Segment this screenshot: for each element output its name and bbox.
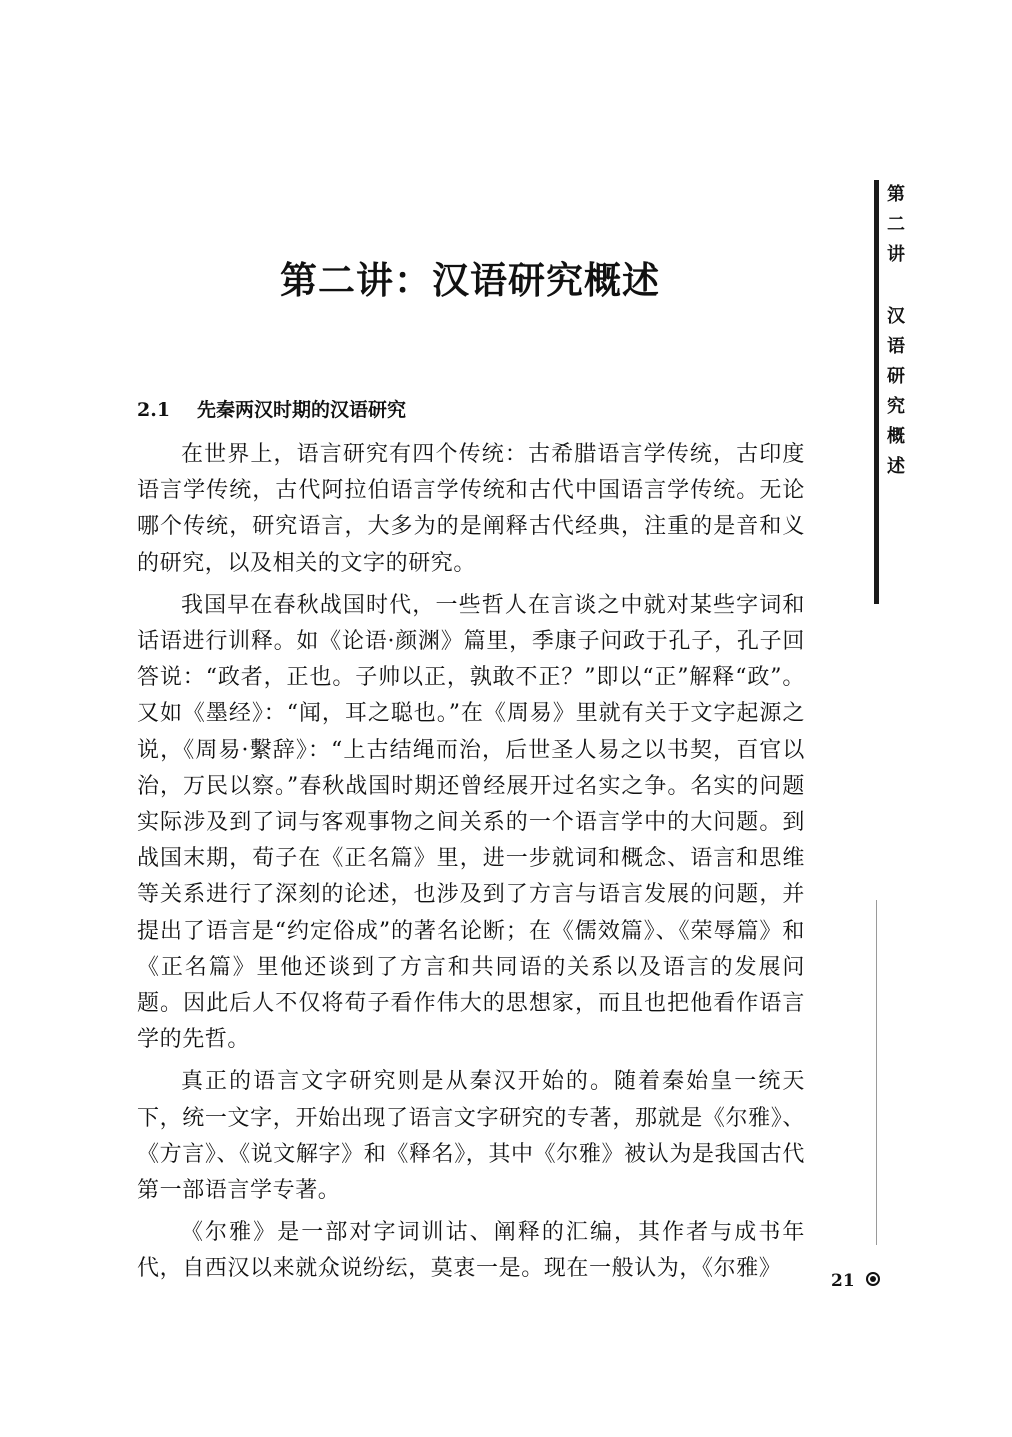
running-head — [885, 180, 907, 482]
page-number: 21 — [831, 1271, 855, 1291]
running-head-char: 第 — [887, 184, 905, 205]
running-head-gap — [885, 270, 907, 302]
section-number: 2.1 — [137, 399, 171, 421]
body-text — [137, 437, 805, 1294]
running-head-char: 概 — [887, 426, 905, 447]
running-head-char: 讲 — [887, 244, 905, 265]
running-head-char: 语 — [887, 336, 905, 357]
paragraph: 我国早在春秋战国时代，一些哲人在言谈之中就对某些字词和话语进行训释。如《论语·颜渊》篇里，季康子问政于孔子，孔子回答说：“政者，正也。子帅以正，孰敢不正？”即以“正”解释“政”。又如《墨经》：“闻，耳之聪也。”在《周易》里就有关于文字起源之说，《周易·繫辞》：“上古结绳而治，后世圣人易之以书契，百官以治，万民以察。”春秋战国时期还曾经展开过名实之争。名实的问题实际涉及到了词与客观事物之间关系的一个语言学中的大问题。到战国末期，荀子在《正名篇》里，进一步就词和概念、语言和思维等关系进行了深刻的论述，也涉及到了方言与语言发展的问题，并提出了语言是“约定俗成”的著名论断；在《儒效篇》、《荣辱篇》和《正名篇》里他还谈到了方言和共同语的关系以及语言的发展问题。因此后人不仅将荀子看作伟大的思想家，而且也把他看作语言学的先哲。 — [137, 592, 805, 1053]
running-head-char: 述 — [887, 456, 905, 477]
side-rule — [874, 180, 879, 604]
paragraph: 真正的语言文字研究则是从秦汉开始的。随着秦始皇一统天下，统一文字，开始出现了语言文字研究的专著，那就是《尔雅》、《方言》、《说文解字》和《释名》，其中《尔雅》被认为是我国古代第一部语言学专著。 — [137, 1069, 805, 1204]
side-rule-faint — [876, 900, 877, 1245]
section-heading — [137, 395, 406, 422]
section-title: 先秦两汉时期的汉语研究 — [197, 399, 407, 421]
running-head-char: 汉 — [887, 306, 905, 327]
chapter-title: 第二讲：汉语研究概述 — [280, 258, 660, 302]
paragraph: 《尔雅》是一部对字词训诂、阐释的汇编，其作者与成书年代，自西汉以来就众说纷纭，莫衷一是。现在一般认为，《尔雅》 — [137, 1220, 805, 1282]
running-head-char: 究 — [887, 396, 905, 417]
running-head-char: 研 — [887, 366, 905, 387]
paragraph: 在世界上，语言研究有四个传统：古希腊语言学传统，古印度语言学传统，古代阿拉伯语言学传统和古代中国语言学传统。无论哪个传统，研究语言，大多为的是阐释古代经典，注重的是音和义的研究，以及相关的文字的研究。 — [137, 442, 805, 576]
circle-dot-icon — [866, 1272, 880, 1286]
running-head-char: 二 — [887, 214, 905, 235]
